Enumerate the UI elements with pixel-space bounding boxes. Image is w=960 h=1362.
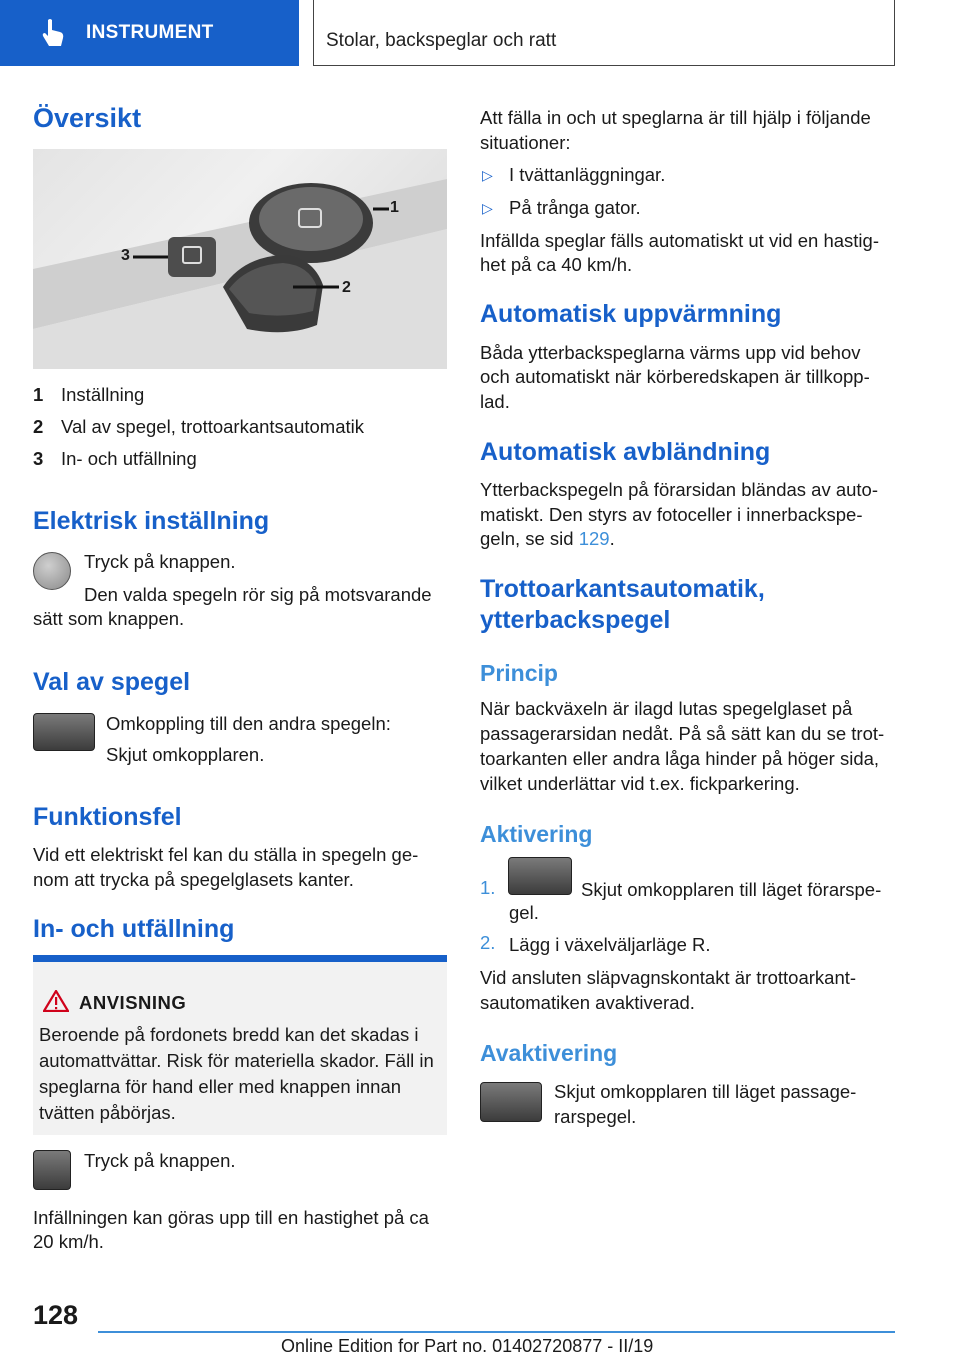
step-text: Skjut omkopplaren till läget förarspe-	[581, 879, 882, 900]
notice-line: automattvättar. Risk för materiella skador. Fäll in	[39, 1050, 434, 1071]
notice-box	[33, 955, 447, 1135]
legend-num: 3	[33, 448, 44, 469]
bullet-item: På trånga gator.	[509, 197, 641, 218]
legend-text: In- och utfällning	[61, 448, 197, 469]
bullet-item: I tvättanläggningar.	[509, 164, 666, 185]
fold-button-icon	[33, 1150, 71, 1190]
warning-triangle-icon	[43, 990, 69, 1012]
dimming-heading: Automatisk avbländning	[480, 438, 771, 466]
heating-heading: Automatisk uppvärmning	[480, 300, 782, 328]
select-mirror-heading: Val av spegel	[33, 668, 191, 696]
mirror-switch-icon	[33, 713, 95, 751]
bullet-triangle-icon: ▷	[482, 200, 493, 216]
mirror-switch-illustration	[33, 149, 447, 369]
principle-text: vilket underlättar vid t.ex. fickparkering.	[480, 773, 800, 794]
principle-text: När backväxeln är ilagd lutas spegelglaset på	[480, 698, 853, 719]
curb-heading: Trottoarkantsautomatik,	[480, 575, 765, 603]
electric-text: Tryck på knappen.	[84, 551, 236, 572]
mirror-switch-icon	[480, 1082, 542, 1122]
footer-divider	[98, 1331, 895, 1333]
step-text: gel.	[509, 902, 539, 923]
principle-text: passagerarsidan nedåt. På så sätt kan du se trot-	[480, 723, 885, 744]
select-text: Skjut omkopplaren.	[106, 744, 265, 765]
subsection-title: Stolar, backspeglar och ratt	[326, 30, 557, 51]
heating-text: lad.	[480, 391, 510, 412]
notice-line: speglarna för hand eller med knappen innan	[39, 1076, 402, 1097]
notice-title: ANVISNING	[79, 992, 187, 1013]
electric-heading: Elektrisk inställning	[33, 507, 270, 535]
fold-heading: In- och utfällning	[33, 915, 235, 943]
section-tab	[0, 0, 299, 66]
mirror-switch-icon	[508, 857, 572, 895]
notice-body	[39, 1022, 443, 1126]
select-text: Omkoppling till den andra spegeln:	[106, 713, 391, 734]
fault-text: nom att trycka på spegelglasets kanter.	[33, 869, 354, 890]
fold-text: Infällningen kan göras upp till en hastighet på ca	[33, 1207, 429, 1228]
fault-heading: Funktionsfel	[33, 803, 182, 831]
principle-text: toarkanten eller andra låga hinder på höger sida,	[480, 748, 880, 769]
legend-text: Inställning	[61, 384, 145, 405]
step-number: 1.	[480, 877, 496, 898]
step-text: Lägg i växelväljarläge R.	[509, 934, 711, 955]
dimming-text	[480, 526, 615, 551]
intro-text: situationer:	[480, 132, 571, 153]
bullet-triangle-icon: ▷	[482, 167, 493, 183]
mirror-control-photo	[33, 149, 447, 369]
auto-fold-text: Infällda speglar fälls automatiskt ut vid en hastig-	[480, 230, 879, 251]
activation-heading: Aktivering	[480, 821, 593, 847]
hand-pointer-icon	[40, 18, 66, 48]
deactivation-heading: Avaktivering	[480, 1040, 618, 1066]
dimming-text: Ytterbackspegeln på förarsidan bländas av auto-	[480, 479, 879, 500]
mirror-adjust-button-icon	[33, 552, 71, 590]
heating-text: Båda ytterbackspeglarna värms upp vid behov	[480, 342, 861, 363]
auto-fold-text: het på ca 40 km/h.	[480, 254, 633, 275]
activation-note: sautomatiken avaktiverad.	[480, 992, 695, 1013]
deactivation-text: Skjut omkopplaren till läget passage-	[554, 1081, 857, 1102]
principle-heading: Princip	[480, 660, 558, 686]
dimming-text-post: .	[609, 528, 615, 549]
fold-text: Tryck på knappen.	[84, 1150, 236, 1171]
dimming-text-pre: geln, se sid	[480, 528, 579, 549]
notice-line: Beroende på fordonets bredd kan det skadas i	[39, 1024, 419, 1045]
step-number: 2.	[480, 932, 496, 953]
photo-label-3: 3	[121, 247, 130, 264]
fault-text: Vid ett elektriskt fel kan du ställa in spegeln ge-	[33, 844, 419, 865]
section-title: INSTRUMENT	[86, 22, 214, 43]
notice-line: tvätten påbörjas.	[39, 1102, 176, 1123]
dimming-text: matiskt. Den styrs av fotoceller i innerbackspe-	[480, 504, 863, 525]
page-link[interactable]: 129	[578, 528, 610, 549]
intro-text: Att fälla in och ut speglarna är till hjälp i följande	[480, 107, 871, 128]
deactivation-text: rarspegel.	[554, 1106, 637, 1127]
photo-label-2: 2	[342, 279, 351, 296]
legend-text: Val av spegel, trottoarkantsautomatik	[61, 416, 365, 437]
legend-num: 2	[33, 416, 44, 437]
page-header	[0, 0, 960, 66]
activation-note: Vid ansluten släpvagnskontakt är trottoarkant-	[480, 967, 857, 988]
legend-num: 1	[33, 384, 44, 405]
subsection-box	[313, 0, 895, 66]
page-number: 128	[33, 1300, 79, 1330]
overview-heading: Översikt	[33, 103, 142, 133]
electric-text: sätt som knappen.	[33, 608, 185, 629]
curb-heading: ytterbackspegel	[480, 606, 671, 634]
footer-edition: Online Edition for Part no. 01402720877 - II/19	[281, 1336, 654, 1356]
fold-text: 20 km/h.	[33, 1231, 104, 1252]
heating-text: och automatiskt när körberedskapen är tillkopp-	[480, 366, 870, 387]
photo-label-1: 1	[390, 199, 399, 216]
electric-text: Den valda spegeln rör sig på motsvarande	[84, 584, 432, 605]
